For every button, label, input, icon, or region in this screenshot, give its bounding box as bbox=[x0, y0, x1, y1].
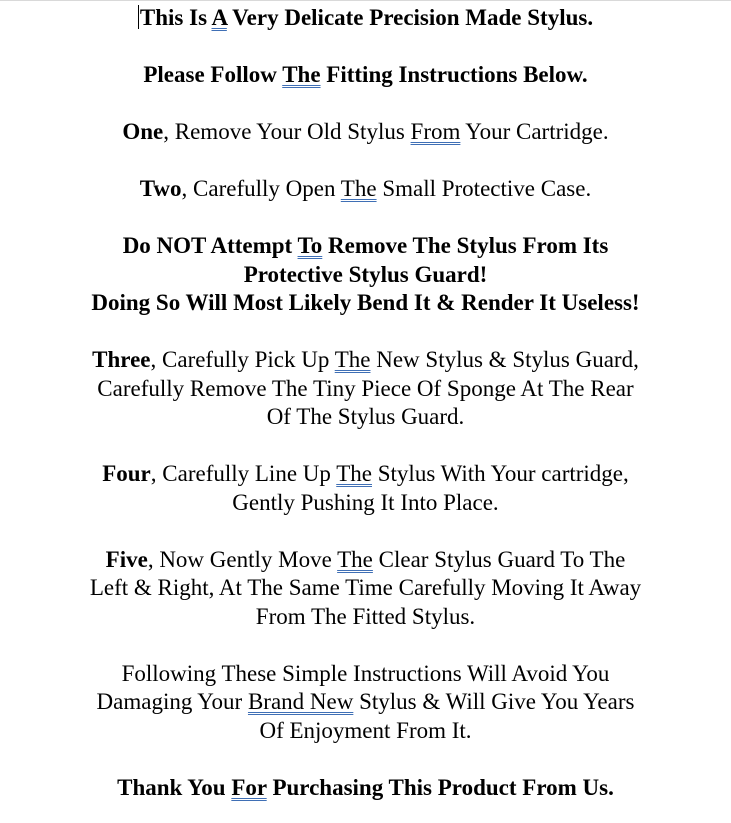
paragraph-step-three bbox=[0, 346, 731, 432]
paragraph-step-five bbox=[0, 546, 731, 632]
paragraph-intro bbox=[0, 4, 731, 33]
paragraph-step-one bbox=[0, 118, 731, 147]
text: Stylus & Will Give You Years bbox=[353, 689, 635, 714]
text: , Remove Your Old Stylus bbox=[163, 119, 411, 144]
text: Stylus With Your cartridge, bbox=[372, 461, 629, 486]
grammar-flagged-word[interactable]: To bbox=[297, 233, 323, 258]
grammar-flagged-word[interactable]: The bbox=[340, 176, 377, 201]
text-cursor bbox=[138, 5, 139, 29]
grammar-flagged-word[interactable]: The bbox=[336, 461, 372, 486]
text: , Now Gently Move bbox=[147, 546, 338, 572]
step-label: One bbox=[122, 119, 164, 144]
paragraph-warning bbox=[0, 232, 731, 318]
grammar-flagged-word[interactable]: The bbox=[337, 546, 373, 572]
text: , Carefully Pick Up bbox=[150, 347, 335, 372]
paragraph-thank-you bbox=[0, 774, 731, 803]
text: Gently Pushing It Into Place. bbox=[232, 489, 499, 515]
step-label: Three bbox=[92, 347, 151, 372]
step-label: Five bbox=[105, 546, 148, 572]
text: Thank You bbox=[117, 774, 232, 800]
paragraph-follow-instructions bbox=[0, 61, 731, 90]
step-label: Two bbox=[139, 176, 182, 201]
text: Protective Stylus Guard! bbox=[243, 261, 488, 287]
text: , Carefully Open bbox=[181, 176, 341, 201]
text: Of Enjoyment From It. bbox=[259, 717, 472, 743]
text: Of The Stylus Guard. bbox=[266, 404, 465, 429]
text: Purchasing This Product From Us. bbox=[266, 774, 614, 800]
text: Small Protective Case. bbox=[376, 176, 592, 201]
text: Very Delicate Precision Made Stylus. bbox=[226, 5, 594, 30]
grammar-flagged-word[interactable]: A bbox=[211, 5, 227, 30]
grammar-flagged-word[interactable]: For bbox=[231, 774, 267, 800]
grammar-flagged-word[interactable]: From bbox=[410, 119, 461, 144]
paragraph-step-four bbox=[0, 460, 731, 517]
text: This Is bbox=[139, 5, 212, 30]
grammar-flagged-word[interactable]: The bbox=[334, 347, 371, 372]
text: Do NOT Attempt bbox=[122, 233, 298, 258]
grammar-flagged-word[interactable]: The bbox=[282, 62, 321, 87]
text: Clear Stylus Guard To The bbox=[372, 546, 626, 572]
text: From The Fitted Stylus. bbox=[255, 603, 476, 629]
text: Damaging Your bbox=[96, 689, 248, 714]
paragraph-step-two bbox=[0, 175, 731, 204]
step-label: Four bbox=[102, 461, 151, 486]
text: Please Follow bbox=[143, 62, 283, 87]
text: Your Cartridge. bbox=[460, 119, 609, 144]
text: Following These Simple Instructions Will Avoid You bbox=[121, 660, 610, 686]
text: New Stylus & Stylus Guard, bbox=[370, 347, 639, 372]
text: Carefully Remove The Tiny Piece Of Sponge At The Rear bbox=[97, 375, 634, 401]
grammar-flagged-word[interactable]: Brand New bbox=[247, 689, 354, 714]
text: Doing So Will Most Likely Bend It & Render It Useless! bbox=[91, 290, 640, 315]
text: Fitting Instructions Below. bbox=[320, 62, 588, 87]
text: Left & Right, At The Same Time Carefully Moving It Away bbox=[89, 575, 642, 600]
text: , Carefully Line Up bbox=[150, 461, 337, 486]
document-body[interactable] bbox=[0, 4, 731, 802]
text: Remove The Stylus From Its bbox=[322, 233, 609, 258]
paragraph-closing-note bbox=[0, 660, 731, 746]
